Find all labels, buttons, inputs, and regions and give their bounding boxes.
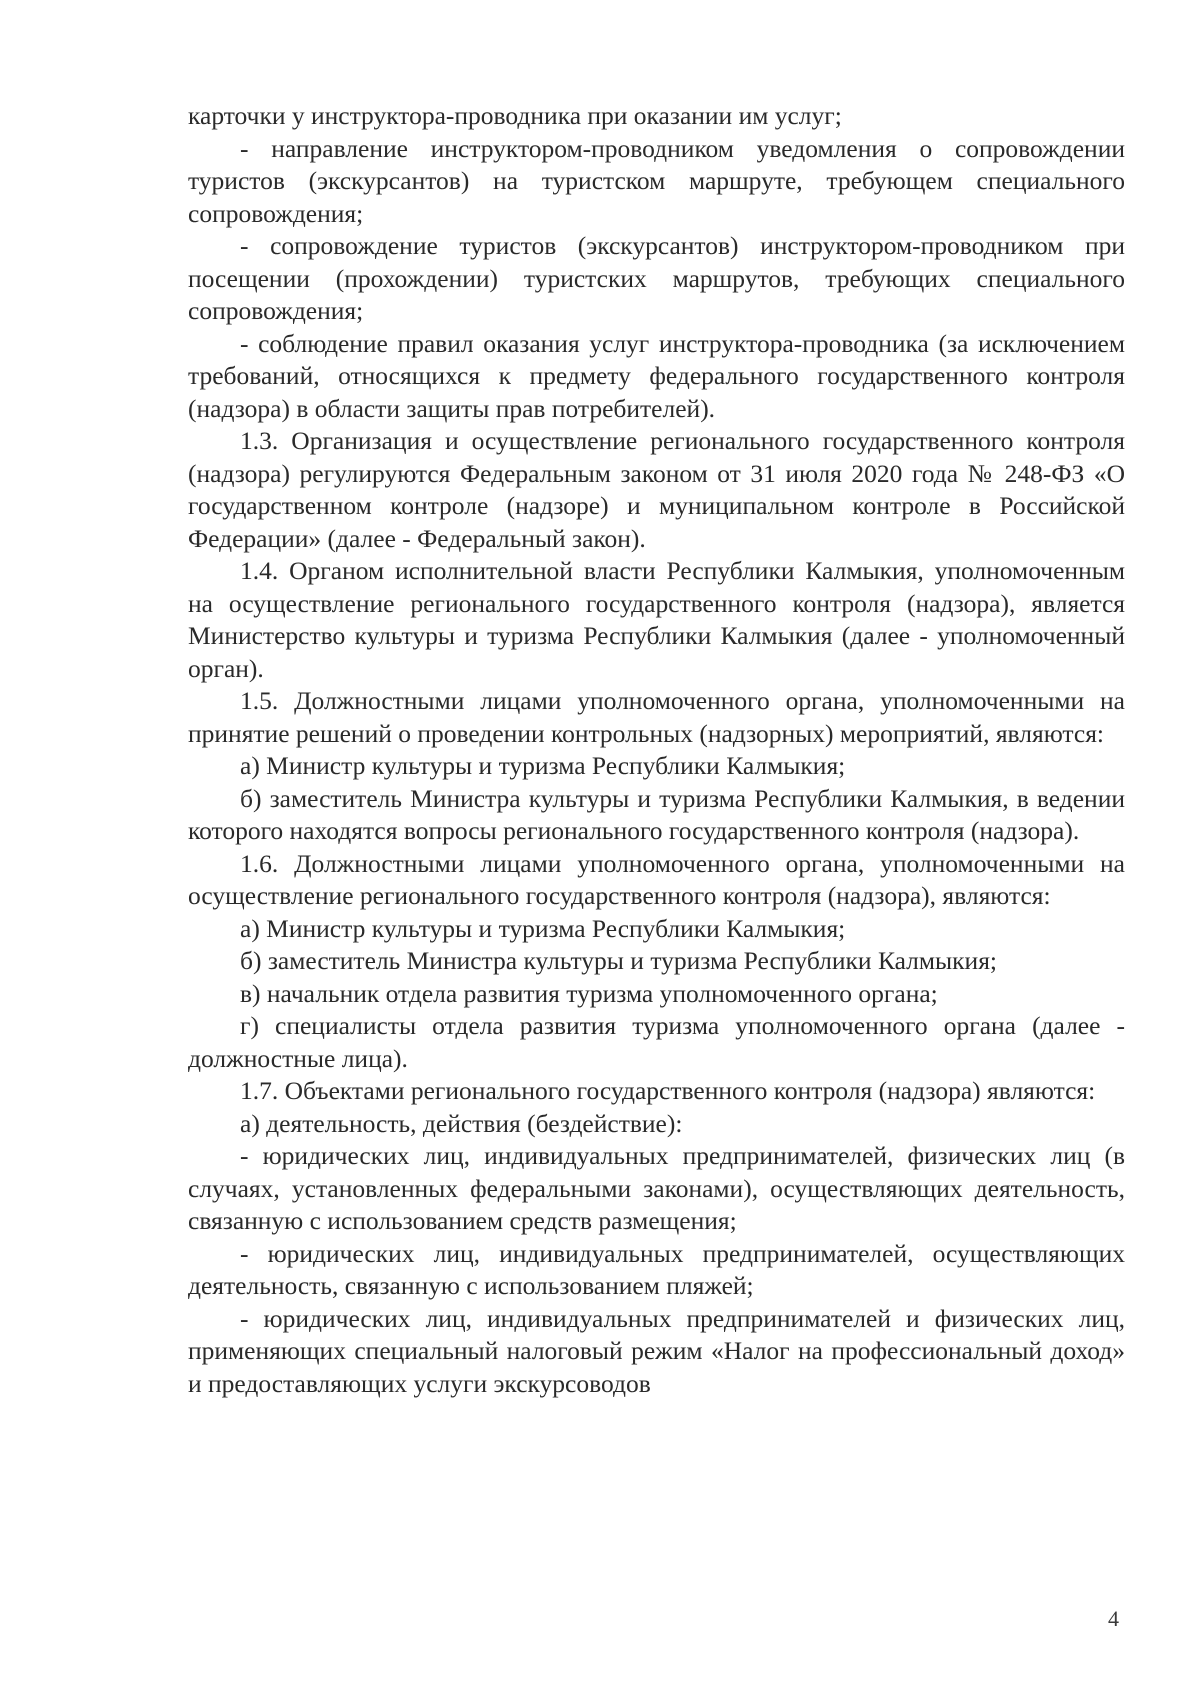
paragraph: 1.3. Организация и осуществление регионального государственного контроля (надзора) регулируются Федеральным законом от 31 июля 2020 года № 248-ФЗ «О государственном контроле (надзоре) и муниципальном контроле в Российской Федерации» (далее - Федеральный закон). bbox=[188, 426, 1125, 553]
list-item: - юридических лиц, индивидуальных предпринимателей и физических лиц, применяющих специальный налоговый режим «Налог на профессиональный доход» и предоставляющих услуги экскурсоводов bbox=[188, 1303, 1125, 1398]
list-item: а) Министр культуры и туризма Республики Калмыкия; bbox=[240, 751, 846, 780]
list-item: - юридических лиц, индивидуальных предпринимателей, физических лиц (в случаях, установленных федеральными законами), осуществляющих деятельность, связанную с использованием средств размещения; bbox=[188, 1141, 1125, 1235]
document-body bbox=[188, 100, 1125, 1400]
list-item: г) специалисты отдела развития туризма уполномоченного органа (далее - должностные лица). bbox=[188, 1011, 1125, 1073]
list-item: б) заместитель Министра культуры и туризма Республики Калмыкия; bbox=[240, 946, 998, 975]
paragraph: 1.7. Объектами регионального государственного контроля (надзора) являются: bbox=[240, 1076, 1096, 1105]
list-item: в) начальник отдела развития туризма уполномоченного органа; bbox=[240, 978, 938, 1008]
paragraph: - сопровождение туристов (экскурсантов) инструктором-проводником при посещении (прохождении) туристских маршрутов, требующих специального сопровождения; bbox=[188, 231, 1125, 325]
list-item: а) Министр культуры и туризма Республики Калмыкия; bbox=[240, 913, 846, 943]
list-item: а) деятельность, действия (бездействие): bbox=[240, 1108, 683, 1138]
paragraph: 1.5. Должностными лицами уполномоченного органа, уполномоченными на принятие решений о проведении контрольных (надзорных) мероприятий, являются: bbox=[188, 686, 1125, 748]
paragraph: 1.4. Органом исполнительной власти Республики Калмыкия, уполномоченным на осуществление регионального государственного контроля (надзора), является Министерство культуры и туризма Республики Калмыкия (далее - уполномоченный орган). bbox=[188, 556, 1125, 683]
page-number: 4 bbox=[1108, 1606, 1119, 1631]
paragraph: карточки у инструктора-проводника при оказании им услуг; bbox=[188, 101, 842, 130]
paragraph: 1.6. Должностными лицами уполномоченного органа, уполномоченными на осуществление регионального государственного контроля (надзора), являются: bbox=[188, 848, 1125, 910]
list-item: б) заместитель Министра культуры и туризма Республики Калмыкия, в ведении которого находятся вопросы регионального государственного контроля (надзора). bbox=[188, 783, 1125, 845]
paragraph: - направление инструктором-проводником уведомления о сопровождении туристов (экскурсантов) на туристском маршруте, требующем специального сопровождения; bbox=[188, 133, 1125, 228]
list-item: - юридических лиц, индивидуальных предпринимателей, осуществляющих деятельность, связанную с использованием пляжей; bbox=[188, 1238, 1125, 1300]
paragraph: - соблюдение правил оказания услуг инструктора-проводника (за исключением требований, относящихся к предмету федерального государственного контроля (надзора) в области защиты прав потребителей). bbox=[188, 328, 1125, 423]
